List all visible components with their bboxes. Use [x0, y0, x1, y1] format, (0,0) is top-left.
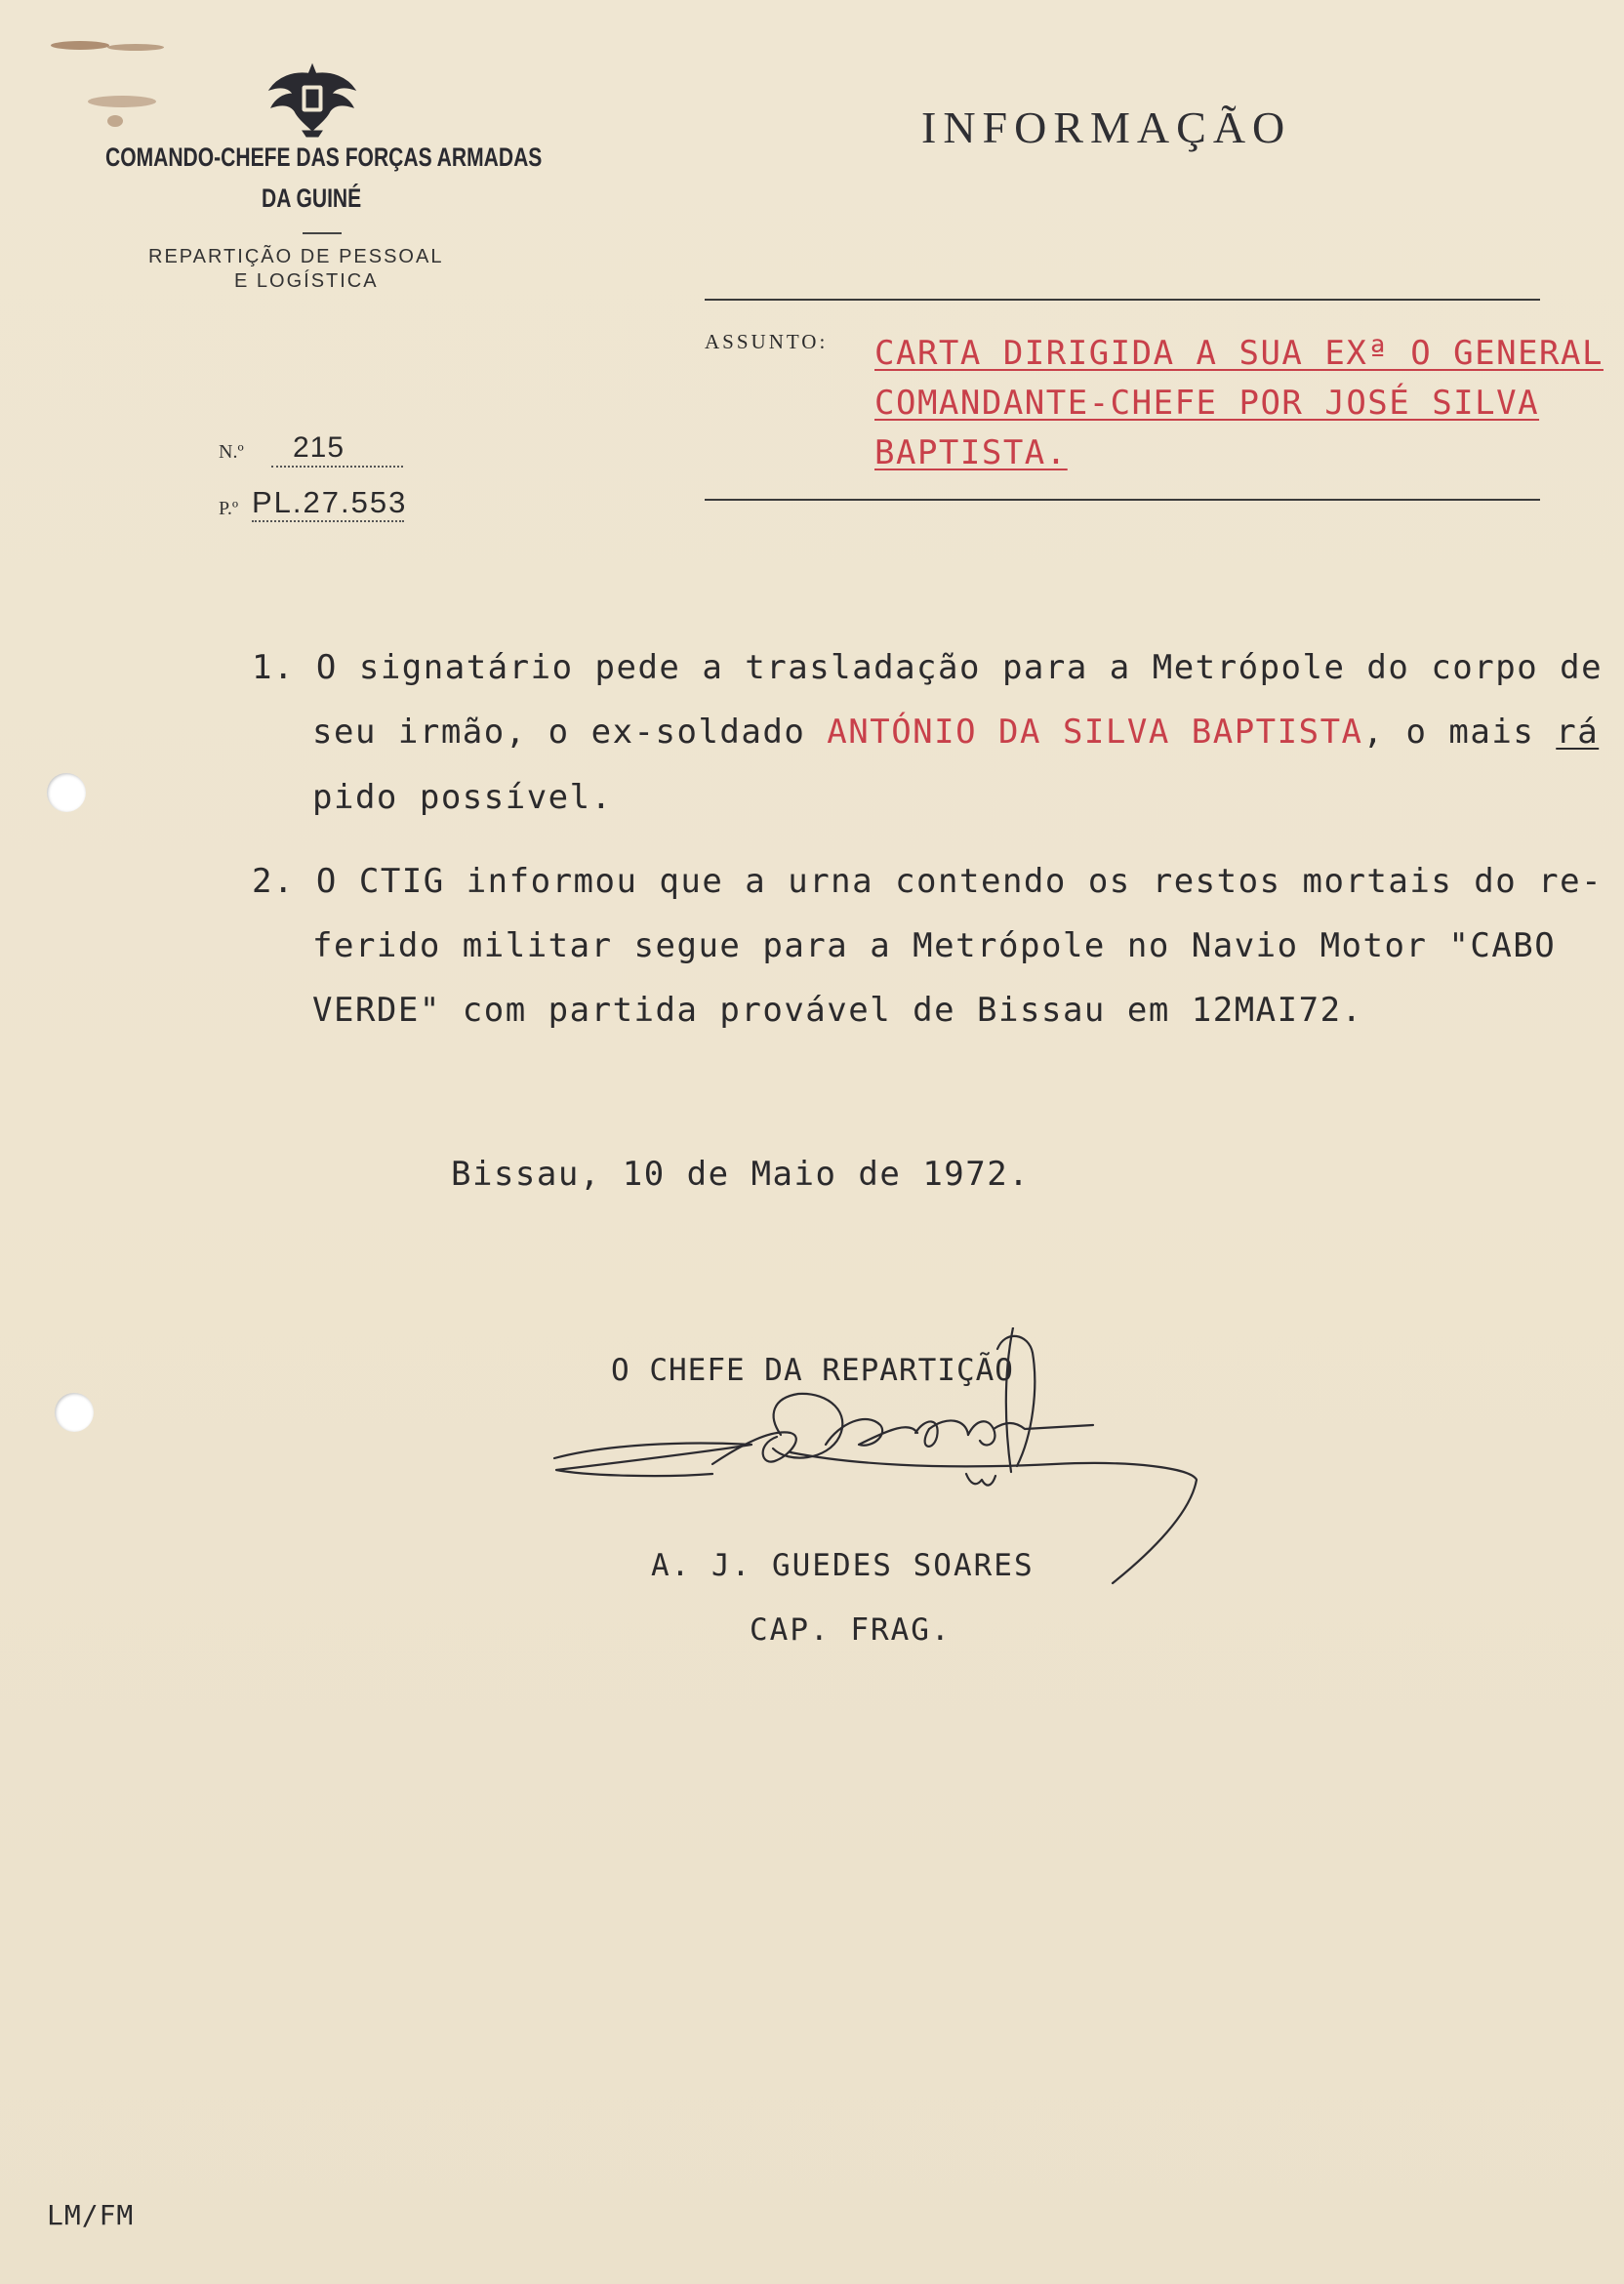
processo-label: P.º [219, 498, 239, 519]
para2-line2: ferido militar segue para a Metrópole no Navio Motor "CABO [312, 926, 1557, 965]
signatory-title: O CHEFE DA REPARTIÇÃO [611, 1353, 1014, 1388]
para1-line2-start: seu irmão, o ex-soldado [312, 713, 828, 752]
org-name-line1: COMANDO-CHEFE DAS FORÇAS ARMADAS [105, 143, 543, 172]
numero-dotted-line [271, 466, 403, 468]
dept-line1: REPARTIÇÃO DE PESSOAL [148, 246, 444, 267]
bottom-rule [705, 499, 1540, 501]
para1-line2 [312, 713, 1599, 752]
assunto-line2: COMANDANTE-CHEFE POR JOSÉ SILVA [874, 384, 1540, 423]
numero-label: N.º [219, 441, 244, 463]
punch-hole [47, 773, 86, 812]
document-title: INFORMAÇÃO [921, 102, 1292, 152]
org-name-line2: DA GUINÉ [262, 184, 362, 213]
letterhead-divider [303, 232, 342, 234]
dept-line2: E LOGÍSTICA [234, 270, 379, 292]
para1-line2-middle: , o mais [1362, 713, 1557, 752]
signatory-rank: CAP. FRAG. [750, 1612, 952, 1648]
para2-line3: VERDE" com partida provável de Bissau em 12MAI72. [312, 991, 1363, 1030]
para1-line3: pido possível. [312, 778, 613, 817]
assunto-line3: BAPTISTA. [874, 433, 1068, 472]
footer-initials: LM/FM [47, 2199, 135, 2231]
top-rule [705, 299, 1540, 301]
rust-stain [107, 44, 164, 51]
assunto-label: ASSUNTO: [705, 330, 829, 353]
numero-value: 215 [293, 431, 345, 464]
processo-dotted-line [252, 520, 404, 522]
rust-stain [88, 96, 156, 107]
para1-line2-end: rá [1556, 713, 1600, 752]
coat-of-arms-emblem-icon [264, 61, 361, 139]
para2-line1: 2. O CTIG informou que a urna contendo os restos mortais do re- [252, 862, 1604, 901]
rust-stain [51, 41, 109, 50]
processo-value: PL.27.553 [252, 485, 408, 519]
soldier-name: ANTÓNIO DA SILVA BAPTISTA [827, 713, 1363, 752]
date-line: Bissau, 10 de Maio de 1972. [451, 1155, 1031, 1194]
para1-line1: 1. O signatário pede a trasladação para a Metrópole do corpo de [252, 648, 1604, 687]
signatory-name: A. J. GUEDES SOARES [651, 1548, 1035, 1583]
rust-stain [107, 115, 123, 127]
punch-hole [55, 1393, 94, 1432]
assunto-line1: CARTA DIRIGIDA A SUA EXª O GENERAL [874, 334, 1604, 373]
